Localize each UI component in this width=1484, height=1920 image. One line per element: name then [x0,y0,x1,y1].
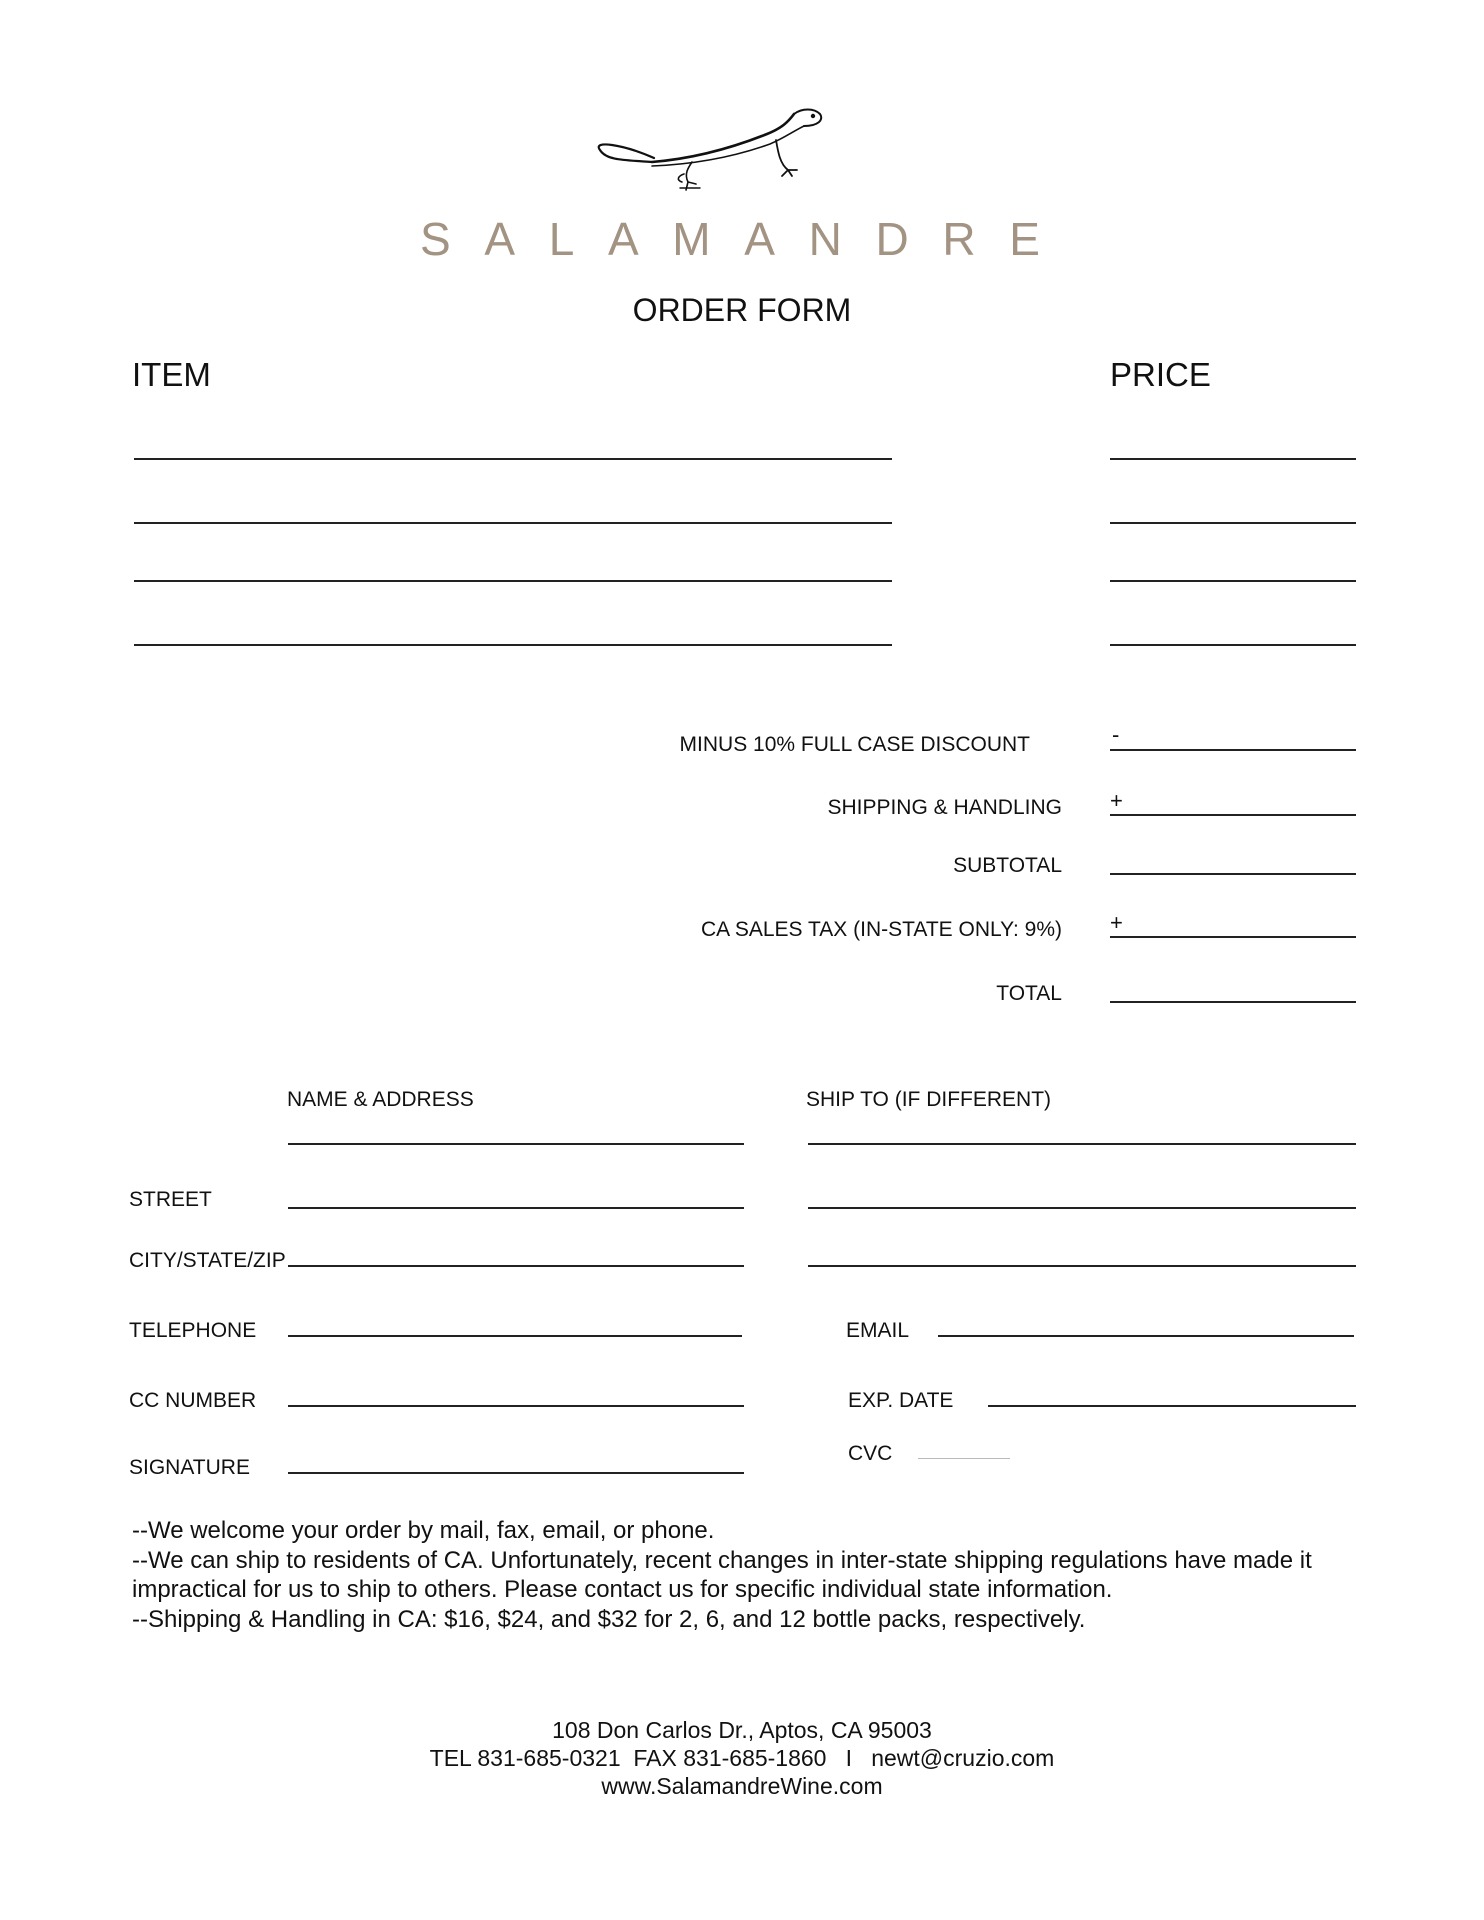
cc-number-label: CC NUMBER [129,1389,257,1412]
item-column-header: ITEM [132,356,211,393]
exp-date-label: EXP. DATE [848,1389,954,1412]
item-line-1[interactable] [134,458,892,460]
tax-field[interactable] [1110,936,1356,938]
tax-label: CA SALES TAX (IN-STATE ONLY: 9%) [701,918,1062,941]
telephone-field[interactable] [288,1335,742,1337]
wordmark-letter: D [875,213,909,265]
price-line-1[interactable] [1110,458,1356,460]
order-notes [132,1516,1362,1634]
signature-label: SIGNATURE [129,1456,250,1479]
price-line-4[interactable] [1110,644,1356,646]
item-line-4[interactable] [134,644,892,646]
signature-field[interactable] [288,1472,744,1474]
ship-to-city-field[interactable] [808,1265,1356,1267]
city-state-zip-field[interactable] [288,1265,744,1267]
salamander-logo [592,104,852,204]
ship-to-name-field[interactable] [808,1143,1356,1145]
wordmark-letter: A [607,213,639,265]
wordmark-letter: S [420,213,451,265]
footer-address: 108 Don Carlos Dr., Aptos, CA 95003 [552,1717,932,1743]
shipping-sign: + [1110,788,1123,813]
email-field[interactable] [938,1335,1354,1337]
cvc-field[interactable] [918,1458,1010,1459]
subtotal-field[interactable] [1110,873,1356,875]
footer-contact: TEL 831-685-0321 FAX 831-685-1860 I newt@cruzio.com [429,1745,1055,1771]
ship-to-label: SHIP TO (IF DIFFERENT) [806,1088,1052,1111]
email-label: EMAIL [846,1319,910,1342]
cvc-label: CVC [848,1442,893,1465]
wordmark-letter: N [808,213,842,265]
discount-field[interactable] [1110,749,1356,751]
discount-sign: - [1112,722,1120,747]
note-line: --Shipping & Handling in CA: $16, $24, and $32 for 2, 6, and 12 bottle packs, respectively. [132,1605,1086,1633]
wordmark-letter: R [942,213,976,265]
ship-to-street-field[interactable] [808,1207,1356,1209]
price-line-3[interactable] [1110,580,1356,582]
wordmark-letter: A [744,213,775,265]
note-line: --We can ship to residents of CA. Unfortunately, recent changes in inter-state shipping regulations have made it impractical for us to ship to others. Please contact us for specific individual state information. [132,1546,1312,1603]
tax-sign: + [1110,910,1123,935]
note-line: --We welcome your order by mail, fax, email, or phone. [132,1517,715,1544]
subtotal-label: SUBTOTAL [953,854,1062,877]
wordmark-letter: A [484,213,516,265]
street-field[interactable] [288,1207,744,1209]
footer [0,1716,1484,1800]
wordmark-letter: E [1009,213,1040,265]
item-line-2[interactable] [134,522,892,524]
footer-website[interactable]: www.SalamandreWine.com [601,1773,883,1799]
total-field[interactable] [1110,1001,1356,1003]
page-title: ORDER FORM [632,292,852,328]
brand-wordmark [420,212,1040,266]
wordmark-letter: M [672,213,711,265]
name-field[interactable] [288,1143,744,1145]
shipping-field[interactable] [1110,814,1356,816]
name-address-label: NAME & ADDRESS [287,1088,474,1111]
wordmark-letter: L [548,213,575,265]
telephone-label: TELEPHONE [129,1319,257,1342]
exp-date-field[interactable] [988,1405,1356,1407]
city-state-zip-label: CITY/STATE/ZIP [129,1249,286,1272]
item-line-3[interactable] [134,580,892,582]
price-column-header: PRICE [1110,356,1211,393]
shipping-label: SHIPPING & HANDLING [827,796,1062,819]
discount-label: MINUS 10% FULL CASE DISCOUNT [679,733,1030,756]
total-label: TOTAL [996,982,1062,1005]
street-label: STREET [129,1188,212,1211]
price-line-2[interactable] [1110,522,1356,524]
cc-number-field[interactable] [288,1405,744,1407]
